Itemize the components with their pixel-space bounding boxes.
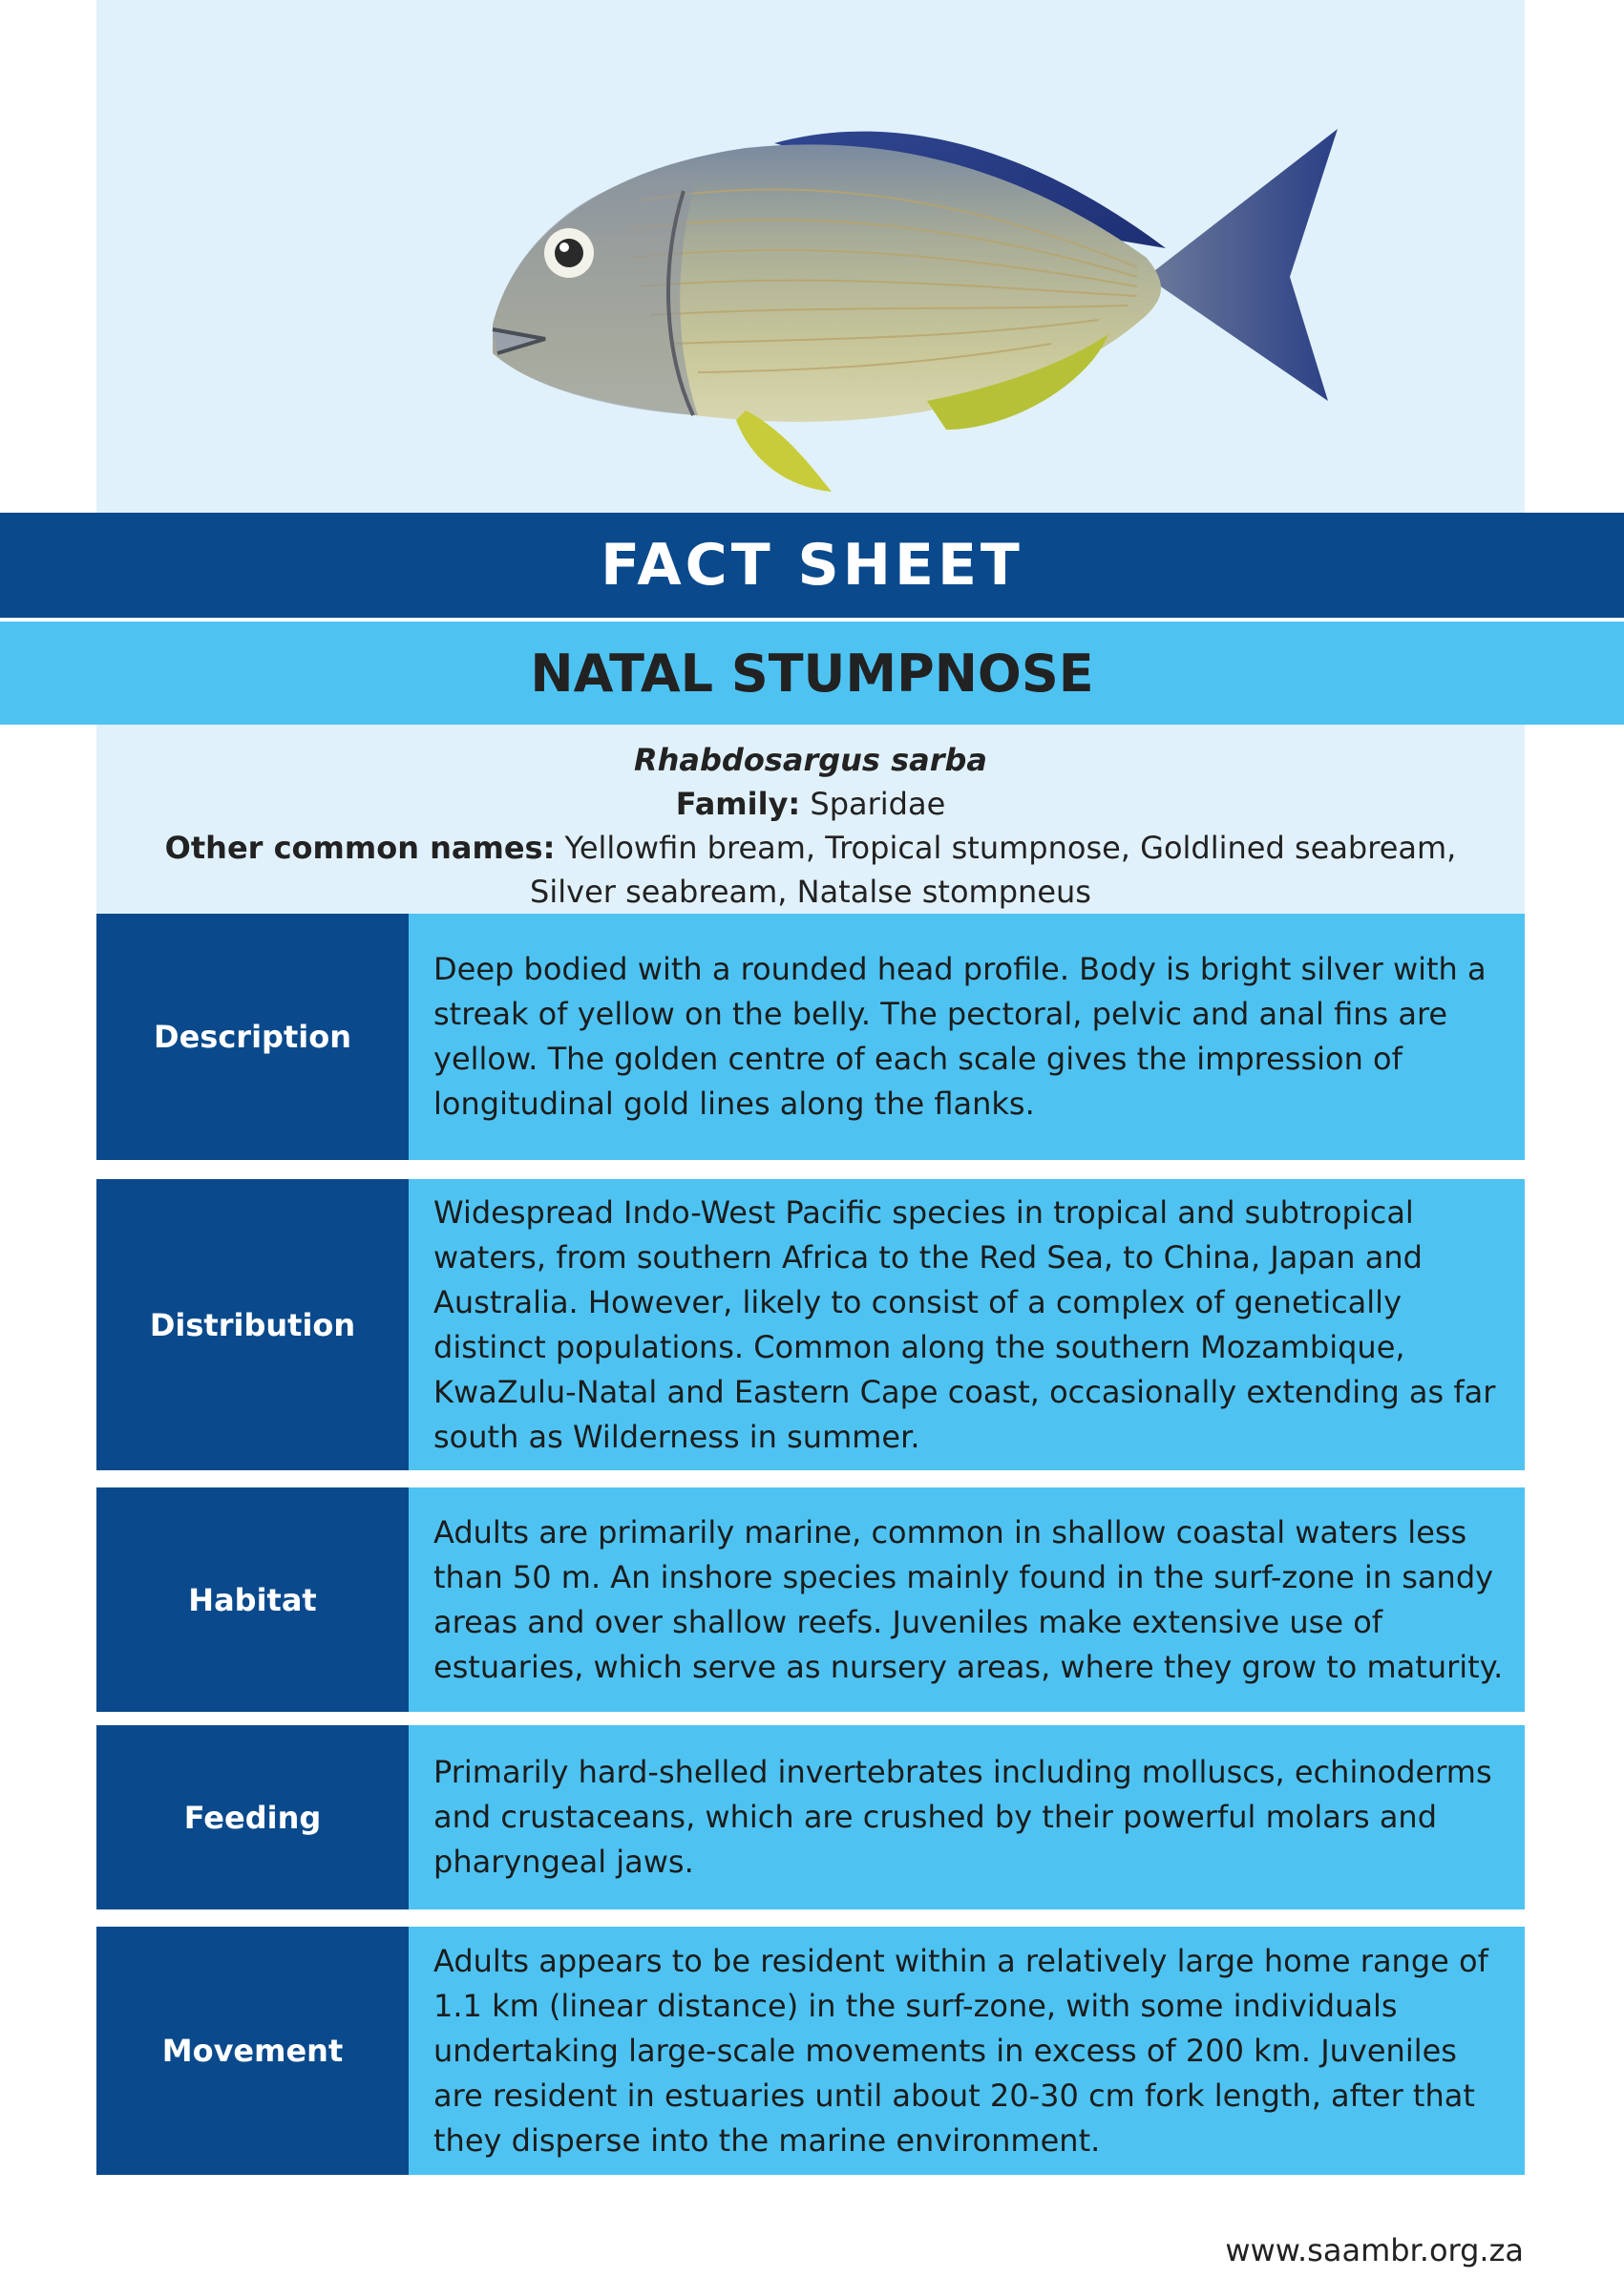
- section-label: Habitat: [96, 1487, 409, 1712]
- other-names-value-1: Yellowfin bream, Tropical stumpnose, Goldlined seabream,: [564, 830, 1457, 866]
- hero-image-area: [96, 0, 1525, 516]
- section-description: [96, 914, 1525, 1160]
- other-names-continued: Silver seabream, Natalse stompneus: [530, 874, 1091, 910]
- section-movement: [96, 1927, 1525, 2175]
- section-label: Distribution: [96, 1179, 409, 1470]
- section-feeding: [96, 1725, 1525, 1909]
- section-text-content: Adults appears to be resident within a relatively large home range of 1.1 km (linear distance) in the surf-zone, with some individuals undertaking large-scale movements in excess of 200 km. Juveniles are resident in estuaries until about 20-30 cm fork length, after that they disperse into the marine environment.: [433, 1942, 1488, 2159]
- fish-illustration: [478, 115, 1357, 496]
- scientific-name: Rhabdosargus sarba: [633, 742, 988, 778]
- section-label: Description: [96, 914, 409, 1160]
- section-text: [409, 1725, 1525, 1909]
- species-common-name: NATAL STUMPNOSE: [530, 643, 1094, 704]
- section-text: [409, 1927, 1525, 2175]
- other-names-label: Other common names:: [164, 830, 556, 866]
- section-text-content: Primarily hard-shelled invertebrates including molluscs, echinoderms and crustaceans, which are crushed by their powerful molars and pharyngeal jaws.: [433, 1754, 1492, 1880]
- fact-sheet-banner: [0, 513, 1624, 618]
- section-text-content: Adults are primarily marine, common in shallow coastal waters less than 50 m. An inshore species mainly found in the surf-zone in sandy areas and over shallow reefs. Juveniles make extensive use of estuaries, which serve as nursery areas, where they grow to maturity.: [433, 1513, 1504, 1685]
- other-names-line: [96, 826, 1525, 870]
- section-label: Movement: [96, 1927, 409, 2175]
- section-text: [409, 1179, 1525, 1470]
- fact-sheet-title: FACT SHEET: [601, 532, 1023, 599]
- section-text-content: Widespread Indo-West Pacific species in tropical and subtropical waters, from southern Africa to the Red Sea, to China, Japan and Australia. However, likely to consist of a complex of genetically distinct populations. Common along the southern Mozambique, KwaZulu-Natal and Eastern Cape coast, occasionally extending as far south as Wilderness in summer.: [433, 1193, 1496, 1455]
- section-text: [409, 1487, 1525, 1712]
- section-label: Feeding: [96, 1725, 409, 1909]
- family-line: [96, 782, 1525, 826]
- species-info: [96, 725, 1525, 916]
- section-habitat: [96, 1487, 1525, 1712]
- website-url: www.saambr.org.za: [1225, 2232, 1524, 2268]
- section-text: [409, 914, 1525, 1160]
- family-label: Family:: [675, 786, 801, 822]
- family-value: Sparidae: [810, 786, 946, 822]
- section-text-content: Deep bodied with a rounded head profile. Body is bright silver with a streak of yellow on the belly. The pectoral, pelvic and anal fins are yellow. The golden centre of each scale gives the impression of longitudinal gold lines along the flanks.: [433, 951, 1487, 1122]
- species-banner: [0, 622, 1624, 725]
- section-distribution: [96, 1179, 1525, 1470]
